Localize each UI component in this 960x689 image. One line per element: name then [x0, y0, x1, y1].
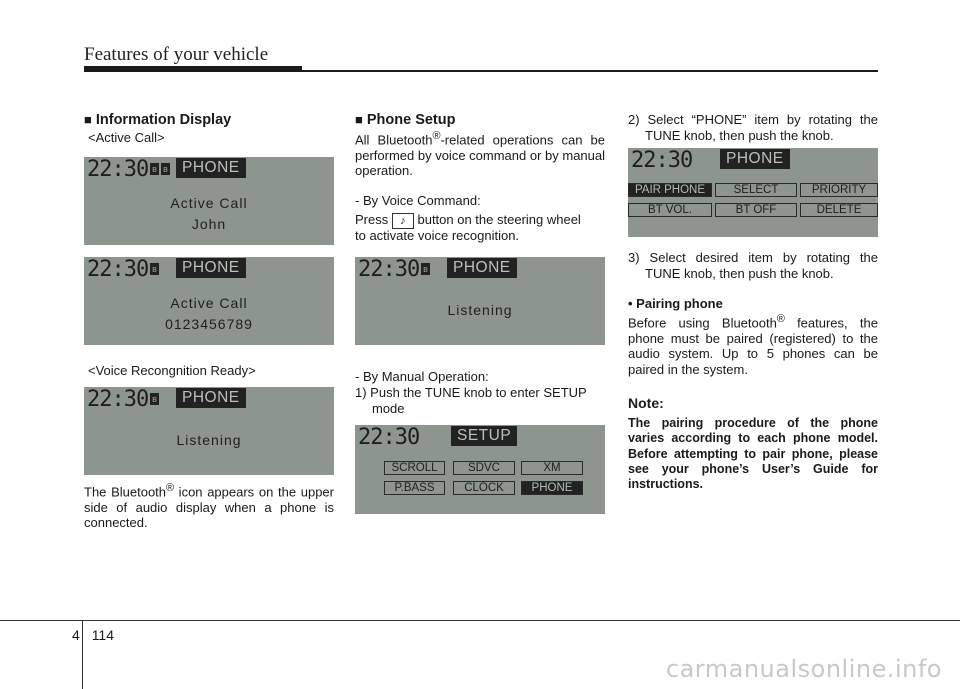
lcd-btn-phone: PHONE — [521, 481, 583, 495]
lcd-time: 22:30 — [87, 387, 149, 412]
voice-command-label: - By Voice Command: — [355, 193, 481, 208]
lcd-setup-menu — [355, 425, 605, 514]
pairing-phone-body: Before using Bluetooth® features, the phone must be paired (registered) to the audio system. Up to 5 phones can be paired in the system. — [628, 313, 878, 377]
page-header-title: Features of your vehicle — [84, 44, 269, 65]
lcd-btn-xm: XM — [521, 461, 583, 475]
phone-connected-icon: ʙ — [161, 163, 170, 175]
footer-rule — [0, 620, 960, 621]
bluetooth-icon-note: The Bluetooth® icon appears on the upper side of audio display when a phone is connected. — [84, 482, 334, 531]
lcd-btn-bt-off: BT OFF — [715, 203, 797, 217]
lcd-line-1: Active Call — [170, 295, 248, 311]
lcd-mode-tag: PHONE — [176, 158, 246, 178]
section-heading-information-display: ■ Information Display — [84, 112, 232, 128]
section-heading-phone-setup: ■ Phone Setup — [355, 112, 456, 128]
lcd-active-call-number — [84, 257, 334, 345]
lcd-mode-tag: PHONE — [176, 258, 246, 278]
lcd-btn-scroll: SCROLL — [384, 461, 445, 475]
step-3: 3) Select desired item by rotating the TUNE knob, then push the knob. — [628, 250, 878, 281]
note-title: Note: — [628, 395, 664, 411]
page-number-value: 114 — [91, 627, 115, 643]
active-call-label: <Active Call> — [88, 130, 165, 145]
lcd-time: 22:30 — [358, 257, 420, 282]
lcd-btn-pbass: P.BASS — [384, 481, 445, 495]
bluetooth-icon: ʙ — [150, 393, 159, 405]
lcd-time: 22:30 — [87, 157, 149, 182]
lcd-mode-tag: PHONE — [176, 388, 246, 408]
voice-ready-label: <Voice Recongnition Ready> — [88, 363, 256, 378]
lcd-line: Listening — [176, 432, 242, 448]
page-number — [72, 627, 114, 643]
lcd-btn-clock: CLOCK — [453, 481, 515, 495]
lcd-line-2: John — [191, 216, 227, 232]
header-rule — [84, 70, 878, 72]
square-bullet-icon: ■ — [355, 112, 363, 127]
note-body: The pairing procedure of the phone varies according to each phone model. Before attempting to pair phone, please see your phone’s User’s Guide for instructions. — [628, 416, 878, 492]
lcd-mode-tag: PHONE — [447, 258, 517, 278]
lcd-time: 22:30 — [358, 425, 420, 450]
square-bullet-icon: ■ — [84, 112, 92, 127]
lcd-time: 22:30 — [87, 257, 149, 282]
lcd-line: Listening — [447, 302, 513, 318]
lcd-listening — [84, 387, 334, 475]
press-instruction-cont: to activate voice recognition. — [355, 228, 520, 243]
phone-setup-intro: All Bluetooth®-related operations can be performed by voice command or by manual operation. — [355, 130, 606, 179]
voice-button-icon: ♪ — [392, 213, 414, 229]
lcd-phone-menu — [628, 148, 878, 237]
lcd-time: 22:30 — [631, 148, 693, 173]
lcd-active-call-john — [84, 157, 334, 245]
lcd-line-2: 0123456789 — [165, 316, 253, 332]
press-instruction: Press ♪ button on the steering wheel — [355, 212, 581, 227]
chapter-number: 4 — [72, 627, 80, 643]
lcd-btn-sdvc: SDVC — [453, 461, 515, 475]
lcd-btn-bt-vol: BT VOL. — [628, 203, 712, 217]
lcd-btn-priority: PRIORITY — [800, 183, 878, 197]
lcd-mode-tag: PHONE — [720, 149, 790, 169]
manual-operation-label: - By Manual Operation: — [355, 369, 489, 384]
pairing-phone-title: • Pairing phone — [628, 296, 723, 311]
lcd-listening-setup — [355, 257, 605, 345]
lcd-line-1: Active Call — [170, 195, 248, 211]
lcd-btn-select: SELECT — [715, 183, 797, 197]
bluetooth-icon: ʙ — [150, 163, 159, 175]
lcd-mode-tag: SETUP — [451, 426, 517, 446]
lcd-btn-delete: DELETE — [800, 203, 878, 217]
bluetooth-icon: ʙ — [421, 263, 430, 275]
bluetooth-icon: ʙ — [150, 263, 159, 275]
step-1: 1) Push the TUNE knob to enter SETUP mode — [355, 385, 587, 416]
step-2: 2) Select “PHONE” item by rotating the TUNE knob, then push the knob. — [628, 112, 878, 143]
lcd-btn-pair-phone: PAIR PHONE — [628, 183, 712, 197]
watermark: carmanualsonline.info — [665, 655, 942, 683]
